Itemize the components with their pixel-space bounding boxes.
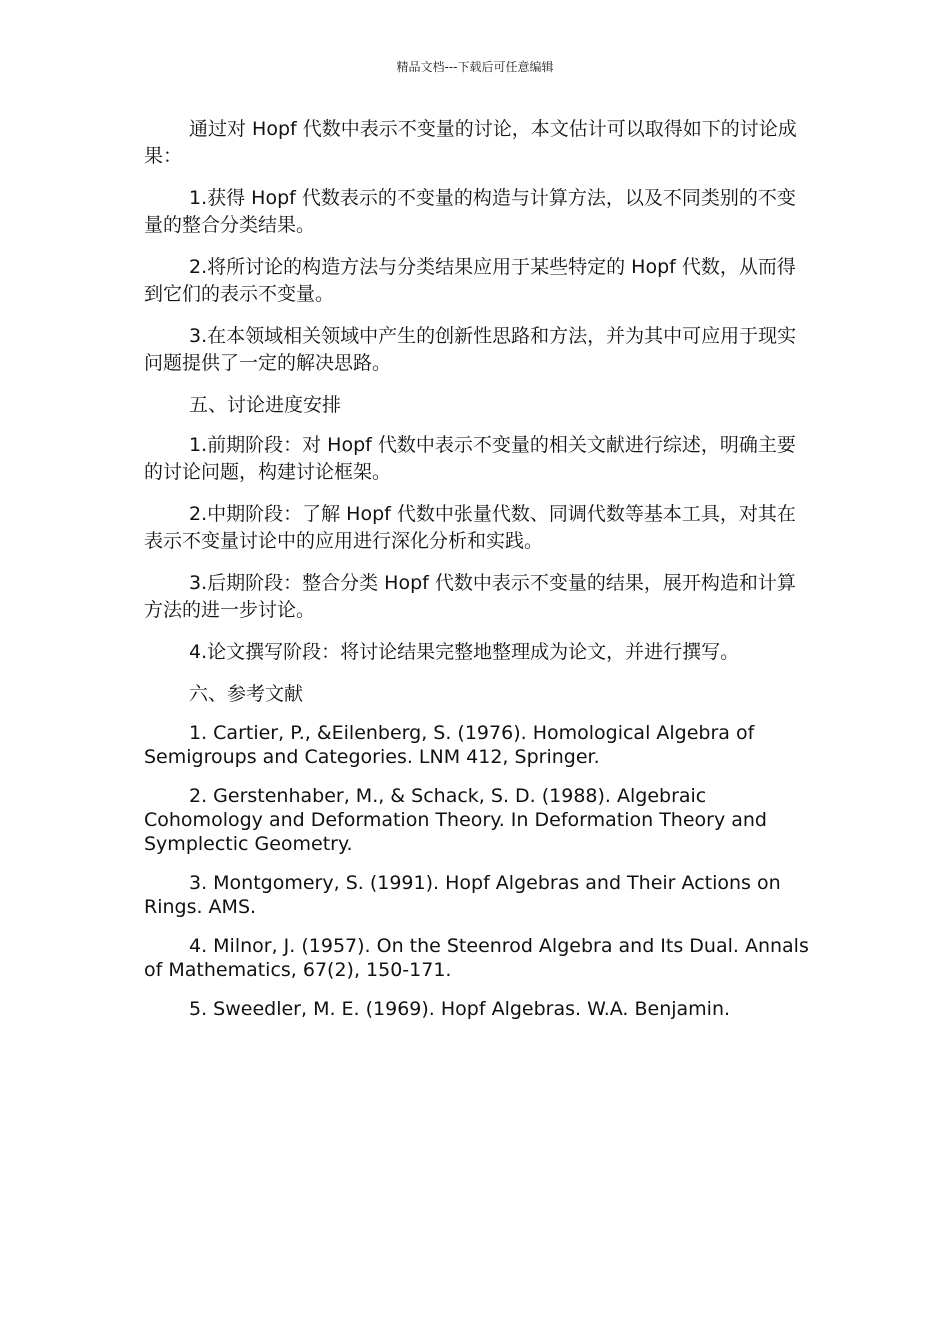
reference-item-3: 3. Montgomery, S. (1991). Hopf Algebras and Their Actions on Rings. AMS. — [144, 872, 781, 918]
outcome-item-1: 1.获得 Hopf 代数表示的不变量的构造与计算方法，以及不同类别的不变量的整合分类结果。 — [144, 187, 796, 236]
schedule-item-3: 3.后期阶段：整合分类 Hopf 代数中表示不变量的结果，展开构造和计算方法的进一步讨论。 — [144, 572, 796, 621]
page-header: 精品文档---下载后可任意编辑 — [396, 60, 554, 74]
reference-item-2: 2. Gerstenhaber, M., & Schack, S. D. (1988). Algebraic Cohomology and Deformation Theory. In Deformation Theory and Symplectic Geometry. — [144, 785, 767, 855]
schedule-item-4: 4.论文撰写阶段：将讨论结果完整地整理成为论文，并进行撰写。 — [189, 641, 740, 663]
outcome-item-3: 3.在本领域相关领域中产生的创新性思路和方法，并为其中可应用于现实问题提供了一定的解决思路。 — [144, 325, 797, 374]
schedule-item-2: 2.中期阶段：了解 Hopf 代数中张量代数、同调代数等基本工具，对其在表示不变量讨论中的应用进行深化分析和实践。 — [144, 503, 796, 552]
reference-item-5: 5. Sweedler, M. E. (1969). Hopf Algebras. W.A. Benjamin. — [189, 998, 731, 1020]
section-heading-schedule: 五、讨论进度安排 — [189, 394, 342, 416]
reference-item-1: 1. Cartier, P., &Eilenberg, S. (1976). Homological Algebra of Semigroups and Categories. LNM 412, Springer. — [144, 722, 755, 768]
intro-paragraph: 通过对 Hopf 代数中表示不变量的讨论，本文估计可以取得如下的讨论成果： — [144, 118, 797, 167]
document-body — [144, 116, 810, 1036]
schedule-item-1: 1.前期阶段：对 Hopf 代数中表示不变量的相关文献进行综述，明确主要的讨论问题，构建讨论框架。 — [144, 434, 796, 483]
section-heading-references: 六、参考文献 — [189, 683, 304, 705]
outcome-item-2: 2.将所讨论的构造方法与分类结果应用于某些特定的 Hopf 代数，从而得到它们的表示不变量。 — [144, 256, 796, 305]
reference-item-4: 4. Milnor, J. (1957). On the Steenrod Algebra and Its Dual. Annals of Mathematics, 67(2), 150-171. — [144, 935, 809, 981]
